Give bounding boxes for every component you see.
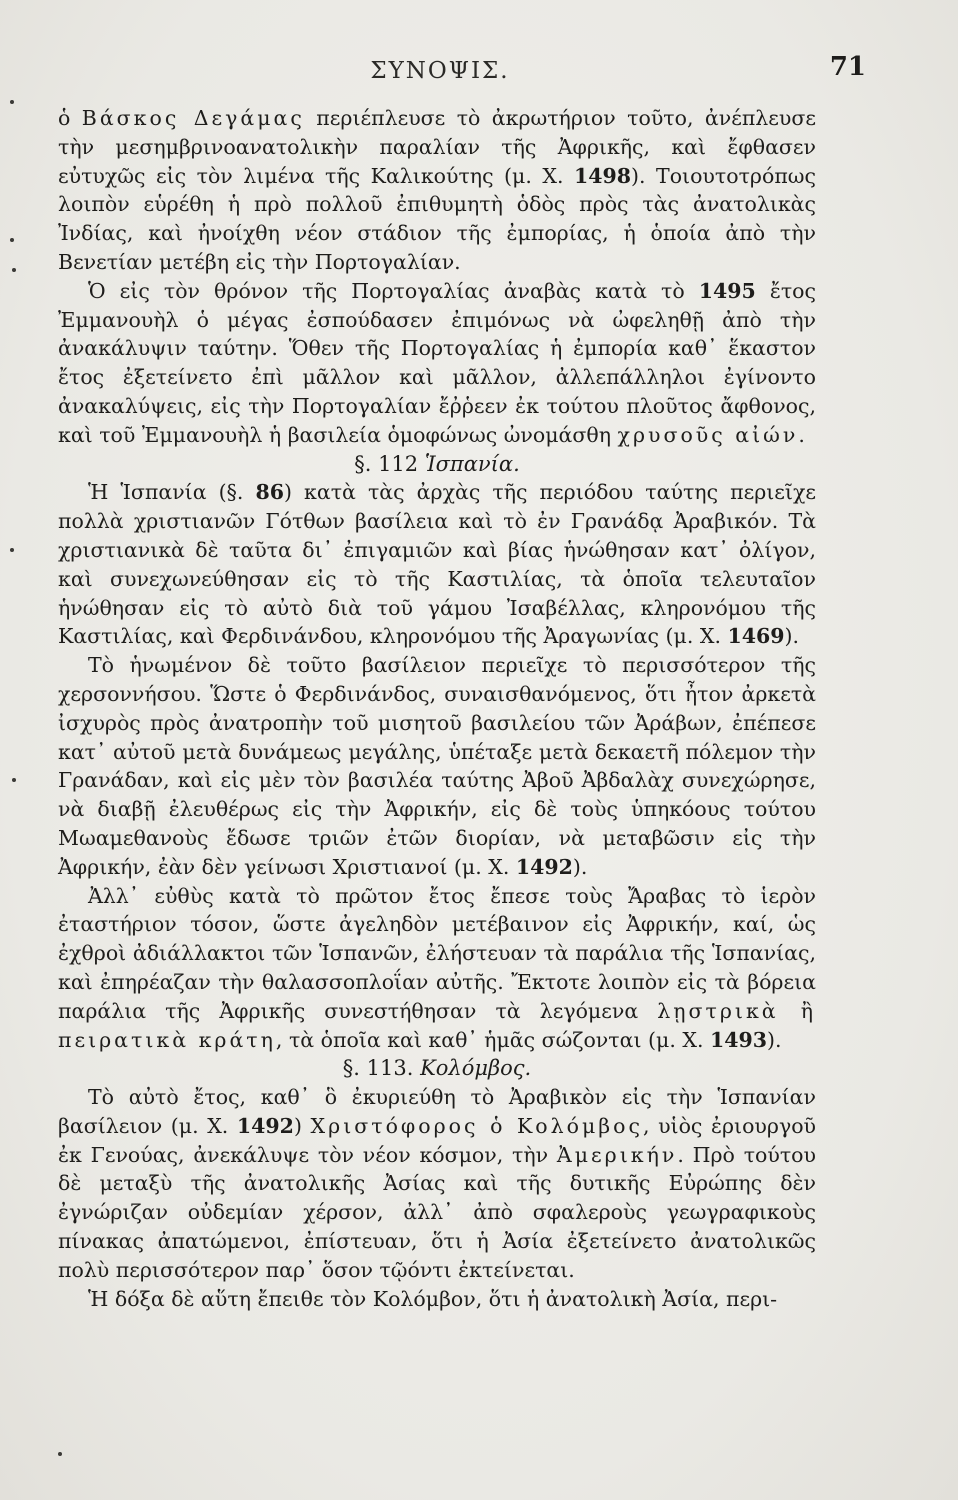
name-columbus: Χριστόφορος ὁ Κολόμβος — [310, 1113, 643, 1138]
year-1495: 1495 — [698, 278, 756, 303]
phrase-pirate-states: λῃστρικὰ ἢ πειρατικὰ κράτη — [58, 998, 816, 1052]
paragraph-columbus: Τὸ αὐτὸ ἔτος, καθ᾽ ὃ ἐκυριεύθη τὸ Ἀραβικὸν εἰς τὴν Ἱσπανίαν βασίλειον (μ. Χ. 1492) Χριστόφορος ὁ Κολόμβος, υἱὸς ἐριουργοῦ ἐκ Γενούας, ἀνεκάλυψε τὸν νέον κόσμον, τὴν Ἀμερικήν. Πρὸ τούτου δὲ μεταξὺ τῆς ἀνατολικῆς Ἀσίας καὶ τῆς δυτικῆς Εὐρώπης δὲν ἐγνώριζαν οὐδεμίαν χέρσον, ἀλλ᾽ ἀπὸ σφαλεροὺς γεωγραφικοὺς πίνακας ἀπατώμενοι, ἐπίστευαν, ὅτι ἡ Ἀσία ἐξετείνετο ἀνατολικῶς πολὺ περισσότερον παρ᾽ ὅσον τῷόντι ἐκτείνεται. — [58, 1085, 816, 1282]
paragraph-final: Ἡ δόξα δὲ αὕτη ἔπειθε τὸν Κολόμβον, ὅτι ἡ ἀνατολικὴ Ἀσία, περι- — [88, 1286, 778, 1311]
year-1498: 1498 — [573, 163, 632, 188]
paragraph-spain: Ἡ Ἱσπανία (§. 86) κατὰ τὰς ἀρχὰς τῆς περιόδου ταύτης περιεῖχε πολλὰ χριστιανῶν Γότθων βασίλεια καὶ τὸ ἐν Γρανάδᾳ Ἀραβικόν. Τὰ χριστιανικὰ δὲ ταῦτα δι᾽ ἐπιγαμιῶν καὶ βίας ἡνώθησαν κατ᾽ ὀλίγον, καὶ συνεχωνεύθησαν εἰς τὸ τῆς Καστιλίας, τὰ ὁποῖα τελευταῖον ἡνώθησαν εἰς τὸ αὐτὸ διὰ τοῦ γάμου Ἰσαβέλλας, κληρονόμου τῆς Καστιλίας, καὶ Φερδινάνδου, κληρονόμου τῆς Ἀραγωνίας (μ. Χ. 1469). — [58, 480, 816, 649]
margin-dot — [10, 548, 14, 552]
page-header — [60, 52, 866, 92]
paragraph-arabs: Ἀλλ᾽ εὐθὺς κατὰ τὸ πρῶτον ἔτος ἔπεσε τοὺς Ἄραβας τὸ ἱερὸν ἐταστήριον τόσον, ὥστε ἀγεληδὸν μετέβαινον εἰς Ἀφρικήν, καί, ὡς ἐχθροὶ ἀδιάλλακτοι τῶν Ἱσπανῶν, ἐλήστευαν τὰ παράλια τῆς Ἱσπανίας, καὶ ἐπηρέαζαν τὴν θαλασσοπλοΐαν αὐτῆς. Ἔκτοτε λοιπὸν εἰς τὰ βόρεια παράλια τῆς Ἀφρικῆς συνεστήθησαν τὰ λεγόμενα λῃστρικὰ ἢ πειρατικὰ κράτη, τὰ ὁποῖα καὶ καθ᾽ ἡμᾶς σώζονται (μ. Χ. 1493). — [58, 883, 816, 1052]
word-america: Ἀμερικήν — [556, 1142, 678, 1167]
name-vasco-da-gama: Βάσκος Δεγάμας — [81, 106, 305, 130]
page-number: 71 — [829, 52, 866, 82]
paragraph-ferdinand: Τὸ ἡνωμένον δὲ τοῦτο βασίλειον περιεῖχε τὸ περισσότερον τῆς χερσοννήσου. Ὥστε ὁ Φερδινάνδος, συναισθανόμενος, ὅτι ἦτον ἀρκετὰ ἰσχυρὸς πρὸς ἀνατροπὴν τοῦ μισητοῦ βασιλείου τῶν Ἀράβων, ἐπέπεσε κατ᾽ αὐτοῦ μετὰ δυνάμεως μεγάλης, ὑπέταξε μετὰ δεκαετῆ πόλεμον τὴν Γρανάδαν, καὶ εἰς μὲν τὸν βασιλέα ταύτης Ἀβοῦ Ἀβδαλὰχ συνεχώρησε, νὰ διαβῇ ἐλευθέρως εἰς τὴν Ἀφρικήν, εἰς δὲ τοὺς ὑπηκόους τούτου Μωαμεθανοὺς ἔδωσε τριῶν ἐτῶν διορίαν, νὰ μεταβῶσιν εἰς τὴν Ἀφρικήν, ἐὰν δὲν γείνωσι Χριστιανοί (μ. Χ. 1492). — [58, 653, 816, 879]
running-head: ΣΥΝΟΨΙΣ. — [370, 58, 510, 84]
margin-dot — [10, 238, 14, 242]
margin-dot — [12, 268, 16, 272]
margin-dot — [10, 100, 14, 104]
phrase-golden-age: χρυσοῦς αἰών — [617, 422, 799, 447]
section-heading-113: §. 113. Κολόμβος. — [342, 1056, 532, 1081]
paragraph-vasco-da-gama: ὁ Βάσκος Δεγάμας περιέπλευσε τὸ ἀκρωτήριον τοῦτο, ἀνέπλευσε τὴν μεσημβρινοανατολικὴν παραλίαν τῆς Ἀφρικῆς, καὶ ἔφθασεν εὐτυχῶς εἰς τὸν λιμένα τῆς Καλικούτης (μ. Χ. 1498). Τοιουτοτρόπως λοιπὸν εὑρέθη ἡ πρὸ πολλοῦ ἐπιθυμητὴ ὁδὸς πρὸς τὰς ἀνατολικὰς Ἰνδίας, καὶ ἠνοίχθη νέον στάδιον τῆς ἐμπορίας, ἡ ὁποία ἀπὸ τὴν Βενετίαν μετέβη εἰς τὴν Πορτογαλίαν. — [58, 106, 816, 274]
section-heading-112: §. 112 Ἱσπανία. — [354, 451, 520, 476]
margin-dot — [58, 1452, 62, 1456]
page-text — [58, 104, 816, 1313]
paragraph-emmanuel: Ὁ εἰς τὸν θρόνον τῆς Πορτογαλίας ἀναβὰς κατὰ τὸ 1495 ἔτος Ἐμμανουὴλ ὁ μέγας ἐσπούδασεν ἐπιμόνως νὰ ὠφεληθῇ ἀπὸ τὴν ἀνακάλυψιν ταύτην. Ὅθεν τῆς Πορτογαλίας ἡ ἐμπορία καθ᾽ ἕκαστον ἔτος ἐξετείνετο ἐπὶ μᾶλλον καὶ μᾶλλον, ἀλλεπάλληλοι ἐγίνοντο ἀνακαλύψεις, εἰς τὴν Πορτογαλίαν ἔῤῥεεν ἐκ τούτου πλοῦτος ἄφθονος, καὶ τοῦ Ἐμμανουὴλ ἡ βασιλεία ὁμοφώνως ὠνομάσθη χρυσοῦς αἰών. — [58, 278, 816, 447]
margin-dot — [12, 778, 16, 782]
